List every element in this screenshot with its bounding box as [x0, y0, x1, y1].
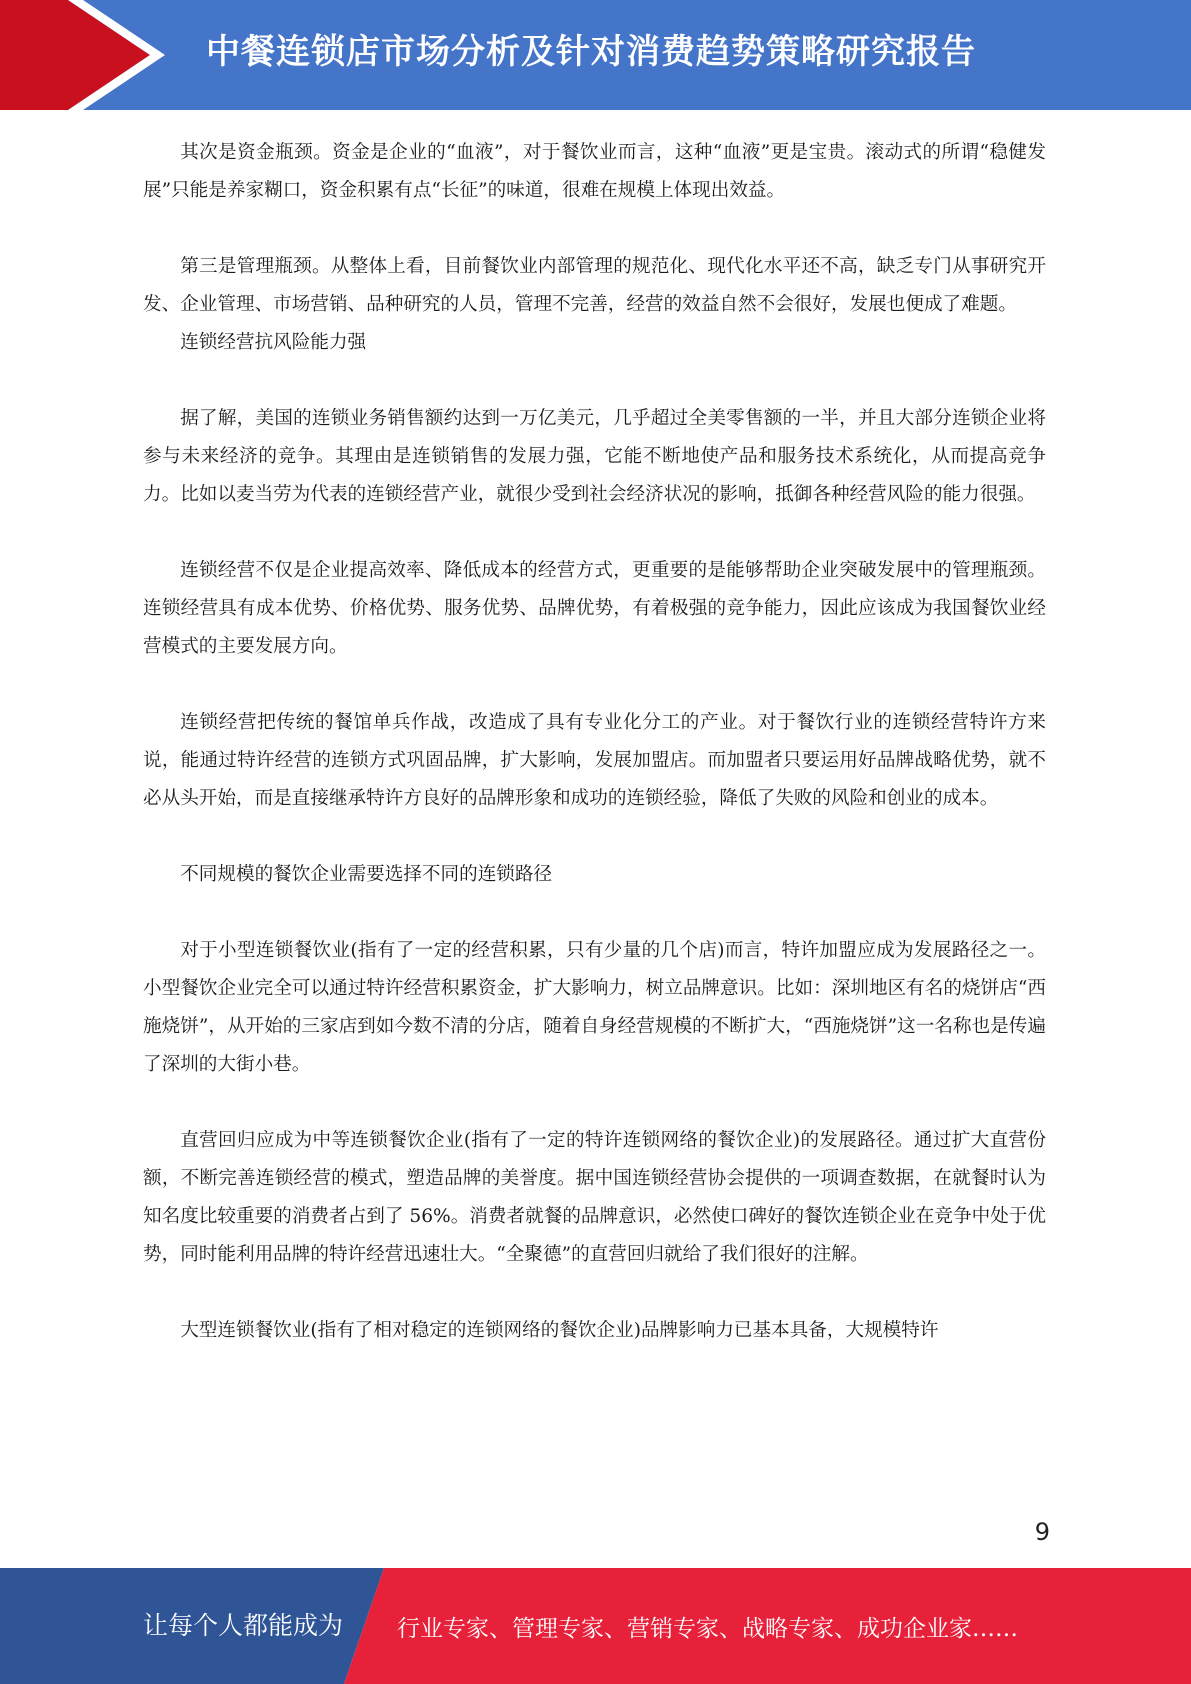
page-number: 9 [1034, 1518, 1050, 1546]
section-heading: 不同规模的餐饮企业需要选择不同的连锁路径 [180, 864, 553, 885]
footer-band [0, 1568, 1191, 1684]
section-heading: 连锁经营抗风险能力强 [180, 332, 367, 353]
footer-slogan-right: 行业专家、管理专家、营销专家、战略专家、成功企业家…… [397, 1616, 1018, 1642]
paragraph: 连锁经营把传统的餐馆单兵作战，改造成了具有专业化分工的产业。对于餐饮行业的连锁经营特许方来说，能通过特许经营的连锁方式巩固品牌，扩大影响，发展加盟店。而加盟者只要运用好品牌战略优势，就不必从头开始，而是直接继承特许方良好的品牌形象和成功的连锁经验，降低了失败的风险和创业的成本。 [143, 712, 1046, 809]
paragraph: 连锁经营不仅是企业提高效率、降低成本的经营方式，更重要的是能够帮助企业突破发展中的管理瓶颈。连锁经营具有成本优势、价格优势、服务优势、品牌优势，有着极强的竞争能力，因此应该成为我国餐饮业经营模式的主要发展方向。 [143, 560, 1046, 657]
footer-slogan-left: 让每个人都能成为 [143, 1611, 344, 1640]
paragraph: 对于小型连锁餐饮业(指有了一定的经营积累，只有少量的几个店)而言，特许加盟应成为发展路径之一。小型餐饮企业完全可以通过特许经营积累资金，扩大影响力，树立品牌意识。比如：深圳地区有名的烧饼店“西施烧饼”，从开始的三家店到如今数不清的分店，随着自身经营规模的不断扩大，“西施烧饼”这一名称也是传遍了深圳的大街小巷。 [143, 940, 1046, 1075]
paragraph: 直营回归应成为中等连锁餐饮企业(指有了一定的特许连锁网络的餐饮企业)的发展路径。通过扩大直营份额，不断完善连锁经营的模式，塑造品牌的美誉度。据中国连锁经营协会提供的一项调查数据，在就餐时认为知名度比较重要的消费者占到了 56%。消费者就餐的品牌意识，必然使口碑好的餐饮连锁企业在竞争中处于优势，同时能利用品牌的特许经营迅速壮大。“全聚德”的直营回归就给了我们很好的注解。 [143, 1130, 1046, 1265]
paragraph: 第三是管理瓶颈。从整体上看，目前餐饮业内部管理的规范化、现代化水平还不高，缺乏专门从事研究开发、企业管理、市场营销、品种研究的人员，管理不完善，经营的效益自然不会很好，发展也便成了难题。 [143, 256, 1046, 315]
header-band [0, 0, 1191, 110]
paragraph: 据了解，美国的连锁业务销售额约达到一万亿美元，几乎超过全美零售额的一半，并且大部分连锁企业将参与未来经济的竞争。其理由是连锁销售的发展力强，它能不断地使产品和服务技术系统化，从而提高竞争力。比如以麦当劳为代表的连锁经营产业，就很少受到社会经济状况的影响，抵御各种经营风险的能力很强。 [143, 408, 1046, 505]
document-title: 中餐连锁店市场分析及针对消费趋势策略研究报告 [206, 32, 976, 72]
document-body [143, 134, 1046, 1350]
paragraph: 大型连锁餐饮业(指有了相对稳定的连锁网络的餐饮企业)品牌影响力已基本具备，大规模特许 [180, 1320, 939, 1341]
paragraph: 其次是资金瓶颈。资金是企业的“血液”，对于餐饮业而言，这种“血液”更是宝贵。滚动式的所谓“稳健发展”只能是养家糊口，资金积累有点“长征”的味道，很难在规模上体现出效益。 [143, 142, 1046, 201]
